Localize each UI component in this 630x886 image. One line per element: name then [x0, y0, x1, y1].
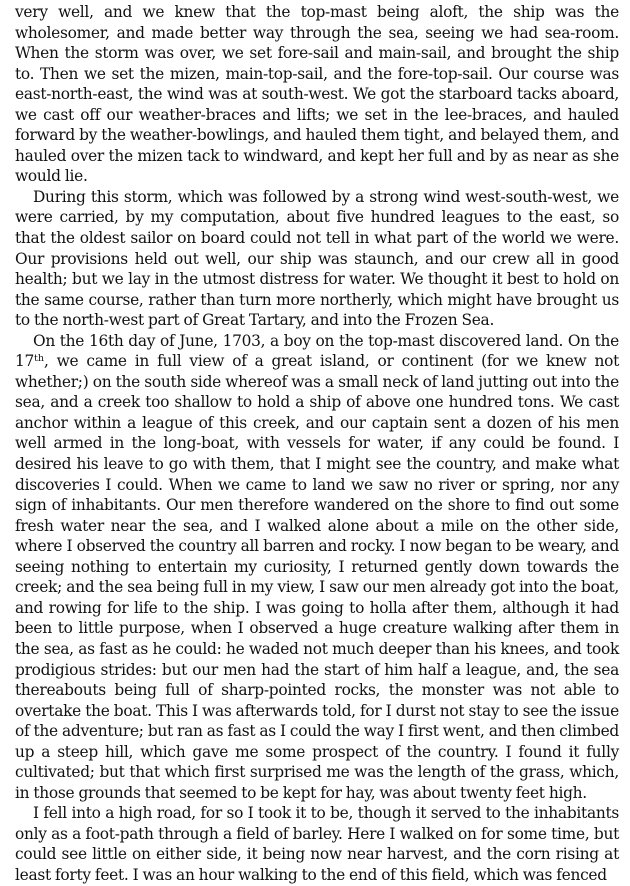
document-page — [15, 2, 619, 886]
paragraph-carried-east: During this storm, which was followed by a strong wind west-south-west, we were carried, by my computation, about five hundred leagues to the east, so that the oldest sailor on board could not tell in what part of the world we were. Our provisions held out well, our ship was staunch, and our crew all in good health; but we lay in the utmost distress for water. We thought it best to hold on the same course, rather than turn more northerly, which might have brought us to the north-west part of Great Tartary, and into the Frozen Sea. — [15, 187, 619, 330]
paragraph-land-discovered — [15, 331, 619, 804]
paragraph-high-road: I fell into a high road, for so I took it to be, though it served to the inhabitants only as a foot-path through a field of barley. Here I walked on for some time, but could see little on either side, it being now near harvest, and the corn rising at least forty feet. I was an hour walking to the end of this field, which was fenced — [15, 804, 619, 884]
paragraph-storm-sailing: very well, and we knew that the top-mast being aloft, the ship was the wholesomer, and made better way through the sea, seeing we had sea-room. When the storm was over, we set fore-sail and main-sail, and brought the ship to. Then we set the mizen, main-top-sail, and the fore-top-sail. Our course was east-north-east, the wind was at south-west. We got the starboard tacks aboard, we cast off our weather-braces and lifts; we set in the lee-braces, and hauled forward by the weather-bowlings, and hauled them tight, and belayed them, and hauled over the mizen tack to windward, and kept her full and by as near as she would lie. — [15, 3, 619, 186]
ordinal-suffix: th — [34, 353, 44, 365]
paragraph-land-text-rest: , we came in full view of a great island, or continent (for we knew not whether;) on the south side whereof was a small neck of land jutting out into the sea, and a creek too shallow to hold a ship of above one hundred tons. We cast anchor within a league of this creek, and our captain sent a dozen of his men well armed in the long-boat, with vessels for water, if any could be found. I desired his leave to go with them, that I might see the country, and make what discoveries I could. When we came to land we saw no river or spring, nor any sign of inhabitants. Our men therefore wandered on the shore to find out some fresh water near the sea, and I walked alone about a mile on the other side, where I observed the country all barren and rocky. I now began to be weary, and seeing nothing to entertain my curiosity, I returned gently down towards the creek; and the sea being full in my view, I saw our men already got into the boat, and rowing for life to the ship. I was going to holla after them, although it had been to little purpose, when I observed a huge creature walking after them in the sea, as fast as he could: he waded not much deeper than his knees, and took prodigious strides: but our men had the start of him half a league, and, the sea thereabouts being full of sharp-pointed rocks, the monster was not able to overtake the boat. This I was afterwards told, for I durst not stay to see the issue of the adventure; but ran as fast as I could the way I first went, and then climbed up a steep hill, which gave me some prospect of the country. I found it fully cultivated; but that which first surprised me was the length of the grass, which, in those grounds that seemed to be kept for hay, was about twenty feet high. — [15, 352, 619, 802]
paragraph-land-text-start: On the 16th day of June, 1703, a boy on the top-mast discovered land. On the 17 — [15, 331, 619, 371]
